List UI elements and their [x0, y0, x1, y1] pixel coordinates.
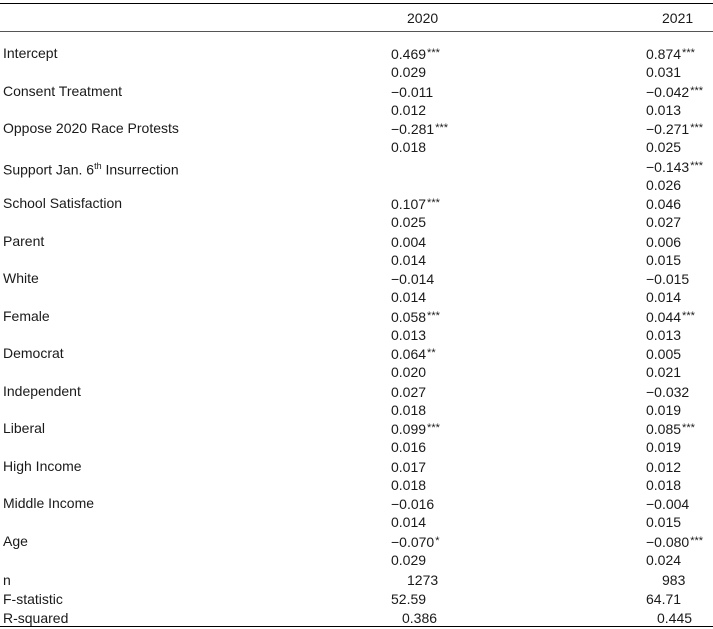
- coefficient-value: 0.085: [646, 421, 682, 437]
- standard-error-value: 0.027: [646, 214, 682, 230]
- standard-error-value: 0.014: [391, 514, 427, 530]
- coefficient-value: −0.070: [391, 533, 435, 550]
- significance-stars: ***: [690, 159, 704, 172]
- standard-error-row: [0, 213, 713, 231]
- standard-error-value: 0.016: [391, 439, 427, 455]
- standard-error-value: 0.026: [646, 176, 682, 193]
- standard-error-value: 0.018: [391, 476, 427, 493]
- table-row: [0, 344, 713, 362]
- summary-value: 0.386: [402, 610, 438, 626]
- standard-error-value: 0.019: [646, 439, 682, 455]
- summary-label: R-squared: [3, 610, 69, 626]
- coefficient-value: −0.281: [391, 121, 435, 137]
- coefficient-cell: [391, 232, 427, 251]
- significance-stars: ***: [682, 422, 695, 434]
- standard-error-value: 0.020: [391, 364, 427, 380]
- row-label: Intercept: [3, 45, 58, 61]
- row-label: School Satisfaction: [3, 195, 123, 211]
- bottom-rule: [0, 626, 713, 627]
- coefficient-cell: [391, 382, 427, 401]
- coefficient-value: −0.004: [646, 496, 690, 512]
- coefficient-value: 0.017: [391, 458, 427, 475]
- coefficient-cell: [646, 82, 703, 101]
- standard-error-value: 0.015: [646, 251, 682, 268]
- significance-stars: ***: [690, 534, 704, 547]
- table-row: [0, 119, 713, 137]
- coefficient-value: 0.099: [391, 421, 427, 437]
- standard-error-row: [0, 438, 713, 456]
- standard-error-value: 0.029: [391, 551, 427, 568]
- table-row: [0, 419, 713, 437]
- coefficient-value: −0.271: [646, 121, 690, 137]
- coefficient-cell: [391, 532, 440, 551]
- coefficient-value: 0.012: [646, 458, 682, 475]
- standard-error-row: [0, 326, 713, 344]
- row-label: Female: [3, 307, 50, 324]
- row-label-text: Support Jan. 6: [3, 161, 95, 178]
- coefficient-value: −0.014: [391, 271, 435, 287]
- header-rule: [0, 31, 713, 32]
- coefficient-value: 0.469: [391, 46, 427, 62]
- row-label: Liberal: [3, 420, 46, 436]
- coefficient-cell: [391, 494, 435, 513]
- standard-error-value: 0.014: [391, 289, 427, 305]
- coefficient-cell: [391, 44, 440, 63]
- standard-error-value: 0.013: [391, 326, 427, 343]
- standard-error-value: 0.025: [391, 214, 427, 230]
- coefficient-value: −0.143: [646, 158, 690, 175]
- table-row: [0, 307, 713, 325]
- coefficient-cell: [646, 532, 703, 551]
- standard-error-row: [0, 401, 713, 419]
- summary-label: n: [3, 572, 11, 588]
- standard-error-value: 0.031: [646, 64, 682, 80]
- coefficient-cell: [391, 419, 440, 438]
- coefficient-cell: [391, 119, 448, 138]
- table-row: [0, 44, 713, 62]
- summary-value: 983: [662, 572, 686, 588]
- coefficient-value: 0.064: [391, 346, 427, 362]
- significance-stars: ***: [427, 422, 440, 434]
- coefficient-value: −0.015: [646, 271, 690, 287]
- standard-error-value: 0.013: [646, 326, 682, 343]
- coefficient-value: 0.044: [646, 308, 682, 325]
- coefficient-value: −0.011: [391, 83, 434, 100]
- standard-error-row: [0, 176, 713, 194]
- standard-error-value: 0.014: [646, 289, 682, 305]
- row-label: Parent: [3, 232, 45, 249]
- summary-value: 64.71: [646, 591, 682, 607]
- coefficient-cell: [391, 157, 392, 176]
- column-header-2020: 2020: [407, 10, 439, 26]
- significance-stars: ***: [690, 84, 704, 97]
- significance-stars: ***: [427, 47, 440, 59]
- standard-error-value: 0.019: [646, 401, 682, 418]
- table-row: [0, 82, 713, 100]
- standard-error-value: 0.025: [646, 139, 682, 155]
- table-row: [0, 157, 713, 178]
- coefficient-cell: [646, 344, 682, 363]
- standard-error-row: [0, 251, 713, 269]
- summary-row: [0, 571, 713, 589]
- standard-error-value: 0.021: [646, 364, 682, 380]
- standard-error-value: 0.012: [391, 101, 427, 118]
- coefficient-value: −0.042: [646, 83, 690, 100]
- significance-stars: *: [435, 534, 440, 547]
- significance-stars: ***: [690, 122, 704, 134]
- standard-error-value: 0.013: [646, 101, 682, 118]
- significance-stars: ***: [682, 309, 695, 322]
- row-label: Middle Income: [3, 495, 95, 511]
- table-row: [0, 269, 713, 287]
- coefficient-value: 0.107: [391, 196, 427, 212]
- coefficient-value: −0.016: [391, 496, 435, 512]
- table-row: [0, 194, 713, 212]
- coefficient-cell: [646, 382, 690, 401]
- standard-error-value: 0.018: [391, 139, 427, 155]
- coefficient-cell: [646, 494, 690, 513]
- significance-stars: **: [427, 347, 436, 359]
- summary-value: 52.59: [391, 591, 427, 607]
- coefficient-value: 0.874: [646, 46, 682, 62]
- coefficient-cell: [646, 119, 703, 138]
- row-label: Oppose 2020 Race Protests: [3, 120, 179, 136]
- table-row: [0, 494, 713, 512]
- coefficient-cell: [646, 232, 682, 251]
- significance-stars: ***: [682, 47, 695, 59]
- coefficient-cell: [391, 269, 435, 288]
- row-label: Consent Treatment: [3, 82, 123, 99]
- summary-row: [0, 590, 713, 608]
- coefficient-value: 0.058: [391, 308, 427, 325]
- coefficient-cell: [646, 307, 695, 326]
- significance-stars: ***: [435, 122, 449, 134]
- coefficient-cell: [391, 194, 440, 213]
- standard-error-value: 0.024: [646, 551, 682, 568]
- standard-error-value: 0.018: [646, 476, 682, 493]
- row-label: White: [3, 270, 39, 286]
- standard-error-value: 0.014: [391, 251, 427, 268]
- standard-error-value: 0.015: [646, 514, 682, 530]
- coefficient-cell: [646, 44, 695, 63]
- standard-error-row: [0, 138, 713, 156]
- significance-stars: ***: [427, 197, 440, 209]
- coefficient-cell: [646, 194, 682, 213]
- table-row: [0, 532, 713, 550]
- coefficient-cell: [646, 269, 690, 288]
- top-rule: [0, 3, 713, 4]
- standard-error-row: [0, 288, 713, 306]
- summary-value: 1273: [407, 572, 439, 588]
- standard-error-row: [0, 551, 713, 569]
- coefficient-cell: [646, 419, 695, 438]
- coefficient-value: −0.080: [646, 533, 690, 550]
- row-label-text: Insurrection: [101, 161, 179, 178]
- row-label: Democrat: [3, 345, 64, 361]
- coefficient-cell: [391, 82, 434, 101]
- standard-error-row: [0, 476, 713, 494]
- coefficient-value: −0.032: [646, 383, 690, 400]
- column-header-2021: 2021: [662, 10, 694, 26]
- coefficient-value: 0.027: [391, 383, 427, 400]
- coefficient-value: 0.005: [646, 346, 682, 362]
- row-label: Age: [3, 532, 28, 549]
- standard-error-row: [0, 513, 713, 531]
- row-label-superscript: th: [94, 160, 102, 171]
- table-row: [0, 382, 713, 400]
- summary-value: 0.445: [657, 610, 693, 626]
- coefficient-value: 0.006: [646, 233, 682, 250]
- coefficient-value: 0.004: [391, 233, 427, 250]
- row-label: Independent: [3, 382, 81, 399]
- coefficient-cell: [391, 457, 427, 476]
- summary-row: [0, 609, 713, 627]
- summary-label: F-statistic: [3, 591, 63, 607]
- standard-error-value: 0.029: [391, 64, 427, 80]
- standard-error-row: [0, 101, 713, 119]
- standard-error-row: [0, 363, 713, 381]
- coefficient-cell: [391, 344, 436, 363]
- standard-error-value: 0.018: [391, 401, 427, 418]
- standard-error-row: [0, 63, 713, 81]
- coefficient-cell: [646, 457, 682, 476]
- table-row: [0, 232, 713, 250]
- coefficient-cell: [391, 307, 440, 326]
- row-label: High Income: [3, 457, 82, 474]
- coefficient-cell: [646, 157, 703, 176]
- coefficient-value: 0.046: [646, 196, 682, 212]
- significance-stars: ***: [427, 309, 440, 322]
- table-row: [0, 457, 713, 475]
